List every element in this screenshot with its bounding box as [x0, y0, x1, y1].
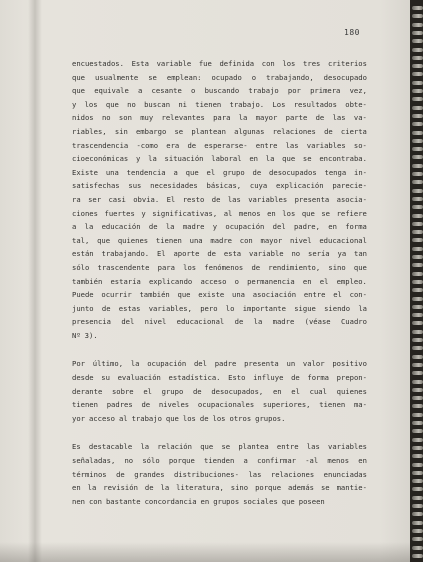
binding-coil — [412, 313, 423, 317]
binding-coil — [412, 122, 423, 126]
binding-coil — [412, 421, 423, 425]
binding-coil — [412, 463, 423, 467]
binding-coil — [412, 205, 423, 209]
binding-coil — [412, 214, 423, 218]
binding-coil — [412, 23, 423, 27]
text-line: riables, sin embargo se plantean algunas relaciones de cierta — [72, 126, 367, 136]
binding-coil — [412, 363, 423, 367]
binding-coil — [412, 371, 423, 375]
binding-coil — [412, 180, 423, 184]
binding-coil — [412, 72, 423, 76]
text-line: desde su evaluación estadística. Esto influye de forma prepon- — [72, 373, 367, 383]
binding-coil — [412, 172, 423, 176]
binding-coil — [412, 89, 423, 93]
text-line: y los que no buscan ni tienen trabajo. Los resultados obte- — [72, 99, 367, 109]
text-line: presencia del nivel educacional de la madre (véase Cuadro — [72, 317, 367, 327]
binding-coil — [412, 189, 423, 193]
text-line: términos de grandes distribuciones- las relaciones enunciadas — [72, 469, 367, 479]
binding-coil — [412, 139, 423, 143]
paragraph — [72, 357, 367, 425]
binding-coil — [412, 554, 423, 558]
binding-coil — [412, 114, 423, 118]
binding-coil — [412, 31, 423, 35]
binding-coil — [412, 64, 423, 68]
binding-coil — [412, 263, 423, 267]
text-line: están trabajando. El aporte de esta variable no sería ya tan — [72, 249, 367, 259]
text-line: junto de estas variables, pero lo importante sigue siendo la — [72, 303, 367, 313]
binding-coil — [412, 496, 423, 500]
text-line: Por último, la ocupación del padre presenta un valor positivo — [72, 359, 367, 369]
binding-coil — [412, 56, 423, 60]
binding-coil — [412, 330, 423, 334]
binding-coil — [412, 388, 423, 392]
text-line: Nº 3). — [72, 330, 98, 340]
binding-coil — [412, 14, 423, 18]
binding-coil — [412, 429, 423, 433]
binding-coil — [412, 504, 423, 508]
binding-coil — [412, 396, 423, 400]
binding-coil — [412, 280, 423, 284]
binding-coil — [412, 39, 423, 43]
binding-coil — [412, 487, 423, 491]
binding-coil — [412, 131, 423, 135]
binding-coil — [412, 404, 423, 408]
binding-coil — [412, 6, 423, 10]
text-line: encuestados. Esta variable fue definida con los tres criterios — [72, 59, 367, 68]
binding-coil — [412, 479, 423, 483]
binding-coil — [412, 222, 423, 226]
text-line: ra ser casi obvia. El resto de las variables presenta asocia- — [72, 194, 367, 204]
binding-coil — [412, 346, 423, 350]
text-line: ciones fuertes y significativas, al menos en los que se refiere — [72, 208, 367, 218]
text-line: señaladas, no sólo porque tienden a confirmar -al menos en — [72, 456, 367, 466]
text-line: cioeconómicas y la situación laboral en la que se encontraba. — [72, 154, 367, 164]
binding-coil — [412, 512, 423, 516]
binding-coil — [412, 247, 423, 251]
binding-coil — [412, 197, 423, 201]
text-line: que usualmente se emplean: ocupado o trabajando, desocupado — [72, 72, 367, 82]
text-line: también estaría explicando acceso o permanencia en el empleo. — [72, 276, 367, 286]
binding-coil — [412, 537, 423, 541]
binding-coil — [412, 380, 423, 384]
text-line: derante sobre el grupo de desocupados, en el cual quienes — [72, 386, 367, 396]
binding-coil — [412, 48, 423, 52]
page-number: 180 — [344, 28, 360, 37]
text-line: Puede ocurrir también que existe una asociación entre el con- — [72, 290, 367, 300]
binding-coil — [412, 230, 423, 234]
text-line: nen con bastante concordancia en grupos sociales que poseen — [72, 496, 325, 506]
binding-coil — [412, 255, 423, 259]
binding-coil — [412, 413, 423, 417]
binding-coil — [412, 521, 423, 525]
binding-coil — [412, 355, 423, 359]
binding-coil — [412, 471, 423, 475]
text-line: Es destacable la relación que se plantea entre las variables — [72, 442, 367, 452]
text-line: a la educación de la madre y ocupación del padre, en forma — [72, 222, 367, 232]
binding-coil — [412, 454, 423, 458]
binding-coil — [412, 529, 423, 533]
text-line: tal, que quienes tienen una madre con mayor nivel educacional — [72, 235, 367, 245]
text-line: Existe una tendencia a que el grupo de desocupados tenga in- — [72, 167, 367, 177]
text-line: nidos no son muy relevantes para la mayor parte de las va- — [72, 113, 367, 123]
text-line: en la revisión de la literatura, sino porque además se mantie- — [72, 483, 367, 493]
text-line: yor acceso al trabajo que los de los otros grupos. — [72, 413, 286, 423]
text-line: tienen padres de niveles ocupacionales superiores, tienen ma- — [72, 400, 367, 410]
binding-coil — [412, 438, 423, 442]
binding-coil — [412, 338, 423, 342]
body-text — [72, 57, 367, 523]
text-line: sólo trascendente para los fenómenos de rendimiento, sino que — [72, 262, 367, 272]
binding-coil — [412, 81, 423, 85]
binding-coil — [412, 321, 423, 325]
text-line: satisfechas sus necesidades básicas, cuya explicación parecie- — [72, 181, 367, 191]
binding-coil — [412, 238, 423, 242]
text-line: trascendencia -como era de esperarse- entre las variables so- — [72, 140, 367, 150]
binding-coil — [412, 164, 423, 168]
binding-coil — [412, 305, 423, 309]
bottom-shadow — [0, 542, 410, 562]
binding-coil — [412, 546, 423, 550]
binding-coil — [412, 106, 423, 110]
text-line: que equivale a cesante o buscando trabajo por primera vez, — [72, 86, 367, 96]
binding-coil — [412, 97, 423, 101]
binding-coil — [412, 155, 423, 159]
binding-coil — [412, 297, 423, 301]
binding-coil — [412, 288, 423, 292]
paragraph — [72, 57, 367, 342]
binding-shadow — [28, 0, 42, 562]
binding-coil — [412, 446, 423, 450]
binding-coil — [412, 272, 423, 276]
paragraph — [72, 440, 367, 508]
binding-coil — [412, 147, 423, 151]
